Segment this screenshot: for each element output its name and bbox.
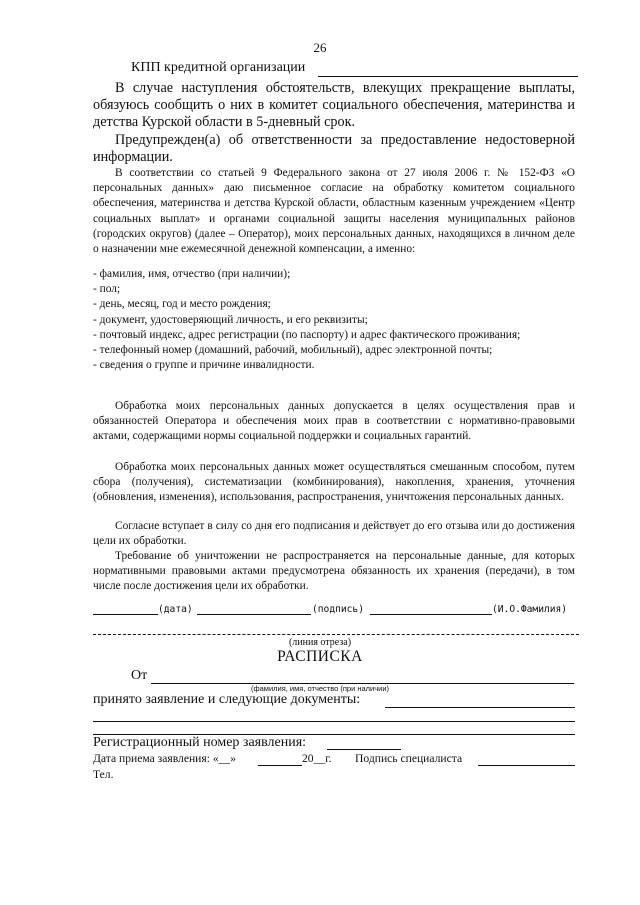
reg-number-field[interactable]	[327, 749, 401, 750]
cut-line	[93, 634, 579, 635]
kpp-field[interactable]	[318, 76, 578, 77]
name-field[interactable]	[370, 614, 492, 615]
processing-paragraph-2: Обработка моих персональных данных может осуществляться смешанным способом, путем сбора (получения), систематизации (комбинирования), накопления, хранения, уточнения (обновления, изменения), использования, распространения, уничтожения персональных данных.	[93, 461, 575, 504]
receipt-title: РАСПИСКА	[277, 648, 363, 665]
specialist-signature-field[interactable]	[478, 765, 575, 766]
cut-line-caption: (линия отреза)	[288, 637, 352, 648]
name-caption: (И.О.Фамилия)	[492, 604, 568, 615]
validity-paragraph: Согласие вступает в силу со дня его подписания и действует до его отзыва или до достижения цели их обработки.	[93, 520, 575, 548]
signature-caption: (подпись)	[312, 604, 364, 615]
signature-field[interactable]	[197, 614, 311, 615]
warning-paragraph: Предупрежден(а) об ответственности за предоставление недостоверной информации.	[93, 132, 575, 165]
from-label: От	[131, 668, 148, 683]
date-caption: (дата)	[158, 604, 193, 615]
date-received-label: Дата приема заявления: «__»	[93, 752, 237, 765]
fio-caption: (фамилия, имя, отчество (при наличии)	[250, 684, 390, 693]
list-item: - день, месяц, год и место рождения;	[93, 298, 271, 311]
processing-paragraph-1: Обработка моих персональных данных допускается в целях осуществления прав и обязанностей Оператора и обеспечения моих прав в соответствии с нормативно-правовыми актами, содержащими нормы социальной поддержки и социальных гарантий.	[93, 400, 575, 443]
kpp-row	[131, 60, 305, 76]
specialist-label: Подпись специалиста	[355, 752, 463, 765]
accepted-label: принято заявление и следующие документы:	[93, 692, 361, 707]
list-item: - пол;	[93, 283, 121, 296]
list-item: - почтовый индекс, адрес регистрации (по паспорту) и адрес фактического проживания;	[93, 328, 521, 341]
kpp-label: КПП кредитной организации	[131, 60, 306, 75]
personal-data-list	[93, 267, 575, 373]
year-label: 20__г.	[302, 752, 332, 765]
list-item: - документ, удостоверяющий личность, и его реквизиты;	[93, 313, 368, 326]
page-number: 26	[313, 40, 327, 55]
reg-number-label: Регистрационный номер заявления:	[93, 735, 307, 750]
list-item: - сведения о группе и причине инвалидности.	[93, 359, 315, 372]
destruction-paragraph: Требование об уничтожении не распространяется на персональные данные, для которых нормативными правовыми актами предусмотрена обязанность их хранения (передачи), в том числе после достижения цели их обработки.	[93, 550, 575, 593]
notify-paragraph: В случае наступления обстоятельств, влекущих прекращение выплаты, обязуюсь сообщить о них в комитет социального обеспечения, материнства и детства Курской области в 5-дневный срок.	[93, 80, 575, 130]
consent-paragraph: В соответствии со статьей 9 Федерального закона от 27 июля 2006 г. № 152-ФЗ «О персональных данных» даю письменное согласие на обработку комитетом социального обеспечения, материнства и детства Курской области, областным казенным учреждением «Центр социальных выплат» и органами социальной защиты населения муниципальных районов (городских округов) (далее – Оператор), моих персональных данных, находящихся в личном деле о назначении мне ежемесячной денежной компенсации, а именно:	[93, 167, 575, 256]
date-field[interactable]	[93, 614, 158, 615]
phone-label: Тел.	[93, 768, 114, 781]
documents-field-1[interactable]	[385, 707, 575, 708]
documents-field-2[interactable]	[93, 721, 575, 722]
list-item: - фамилия, имя, отчество (при наличии);	[93, 268, 291, 280]
date-received-field[interactable]	[258, 765, 302, 766]
list-item: - телефонный номер (домашний, рабочий, мобильный), адрес электронной почты;	[93, 344, 493, 357]
